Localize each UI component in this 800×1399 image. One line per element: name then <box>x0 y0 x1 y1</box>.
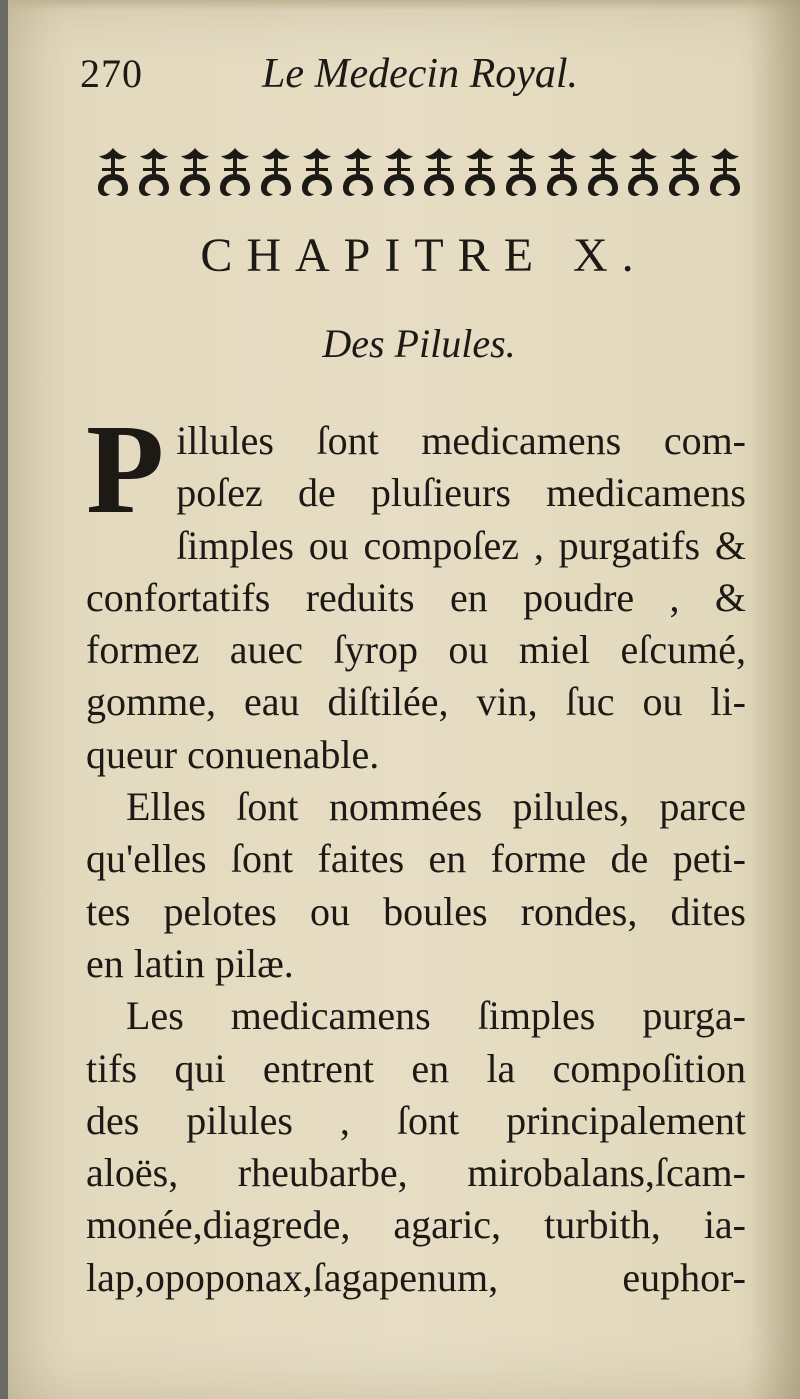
text-line: gomme, eau diſtilée, vin, ſuc ou li- <box>86 679 746 725</box>
fleuron-icon <box>706 144 744 204</box>
fleuron-icon <box>257 144 295 204</box>
fleuron-icon <box>298 144 336 204</box>
text-line: Les medicamens ſimples purga- <box>126 993 746 1039</box>
text-line: lap,opoponax,ſagapenum, euphor- <box>86 1254 746 1300</box>
text-line: formez auec ſyrop ou miel eſcumé, <box>86 627 746 673</box>
fleuron-icon <box>665 144 703 204</box>
drop-cap: P <box>86 398 165 540</box>
paragraph-2 <box>86 781 746 990</box>
fleuron-icon <box>135 144 173 204</box>
fleuron-icon <box>216 144 254 204</box>
paragraph-3 <box>86 990 746 1304</box>
text-line: tes pelotes ou boules rondes, dites <box>86 888 746 934</box>
book-page <box>8 0 800 1399</box>
text-line: aloës, rheubarbe, mirobalans,ſcam- <box>86 1150 746 1196</box>
text-line: confortatifs reduits en poudre , & <box>86 574 746 620</box>
page-top-edge <box>8 0 800 10</box>
text-line: monée,diagrede, agaric, turbith, ia- <box>86 1202 746 1248</box>
fleuron-icon <box>176 144 214 204</box>
text-line: poſez de pluſieurs medicamens <box>176 470 746 516</box>
fleuron-icon <box>420 144 458 204</box>
text-line: en latin pilæ. <box>86 940 294 986</box>
fleuron-icon <box>502 144 540 204</box>
paragraph-1 <box>86 398 746 781</box>
fleuron-icon <box>339 144 377 204</box>
text-line: des pilules , ſont principalement <box>86 1097 746 1143</box>
fleuron-band-icon <box>94 140 744 204</box>
fleuron-icon <box>461 144 499 204</box>
fleuron-icon <box>380 144 418 204</box>
running-title: Le Medecin Royal. <box>262 51 579 97</box>
fleuron-icon <box>94 144 132 204</box>
text-line: tifs qui entrent en la compoſition <box>86 1045 746 1091</box>
text-line: qu'elles ſont faites en forme de peti- <box>86 836 746 882</box>
text-line: ſimples ou compoſez , purgatifs & <box>176 522 746 568</box>
chapter-heading: CHAPITRE X. <box>200 229 648 282</box>
body-text <box>86 398 746 1304</box>
fleuron-icon <box>543 144 581 204</box>
text-line: queur conuenable. <box>86 731 380 777</box>
section-title: Des Pilules. <box>322 321 516 366</box>
page-header <box>80 50 740 110</box>
text-line: Elles ſont nommées pilules, parce <box>126 784 746 830</box>
page-number: 270 <box>80 51 143 96</box>
text-line: illules ſont medicamens com- <box>176 418 746 463</box>
fleuron-icon <box>624 144 662 204</box>
fleuron-icon <box>584 144 622 204</box>
page-gutter-shade <box>750 0 800 1399</box>
